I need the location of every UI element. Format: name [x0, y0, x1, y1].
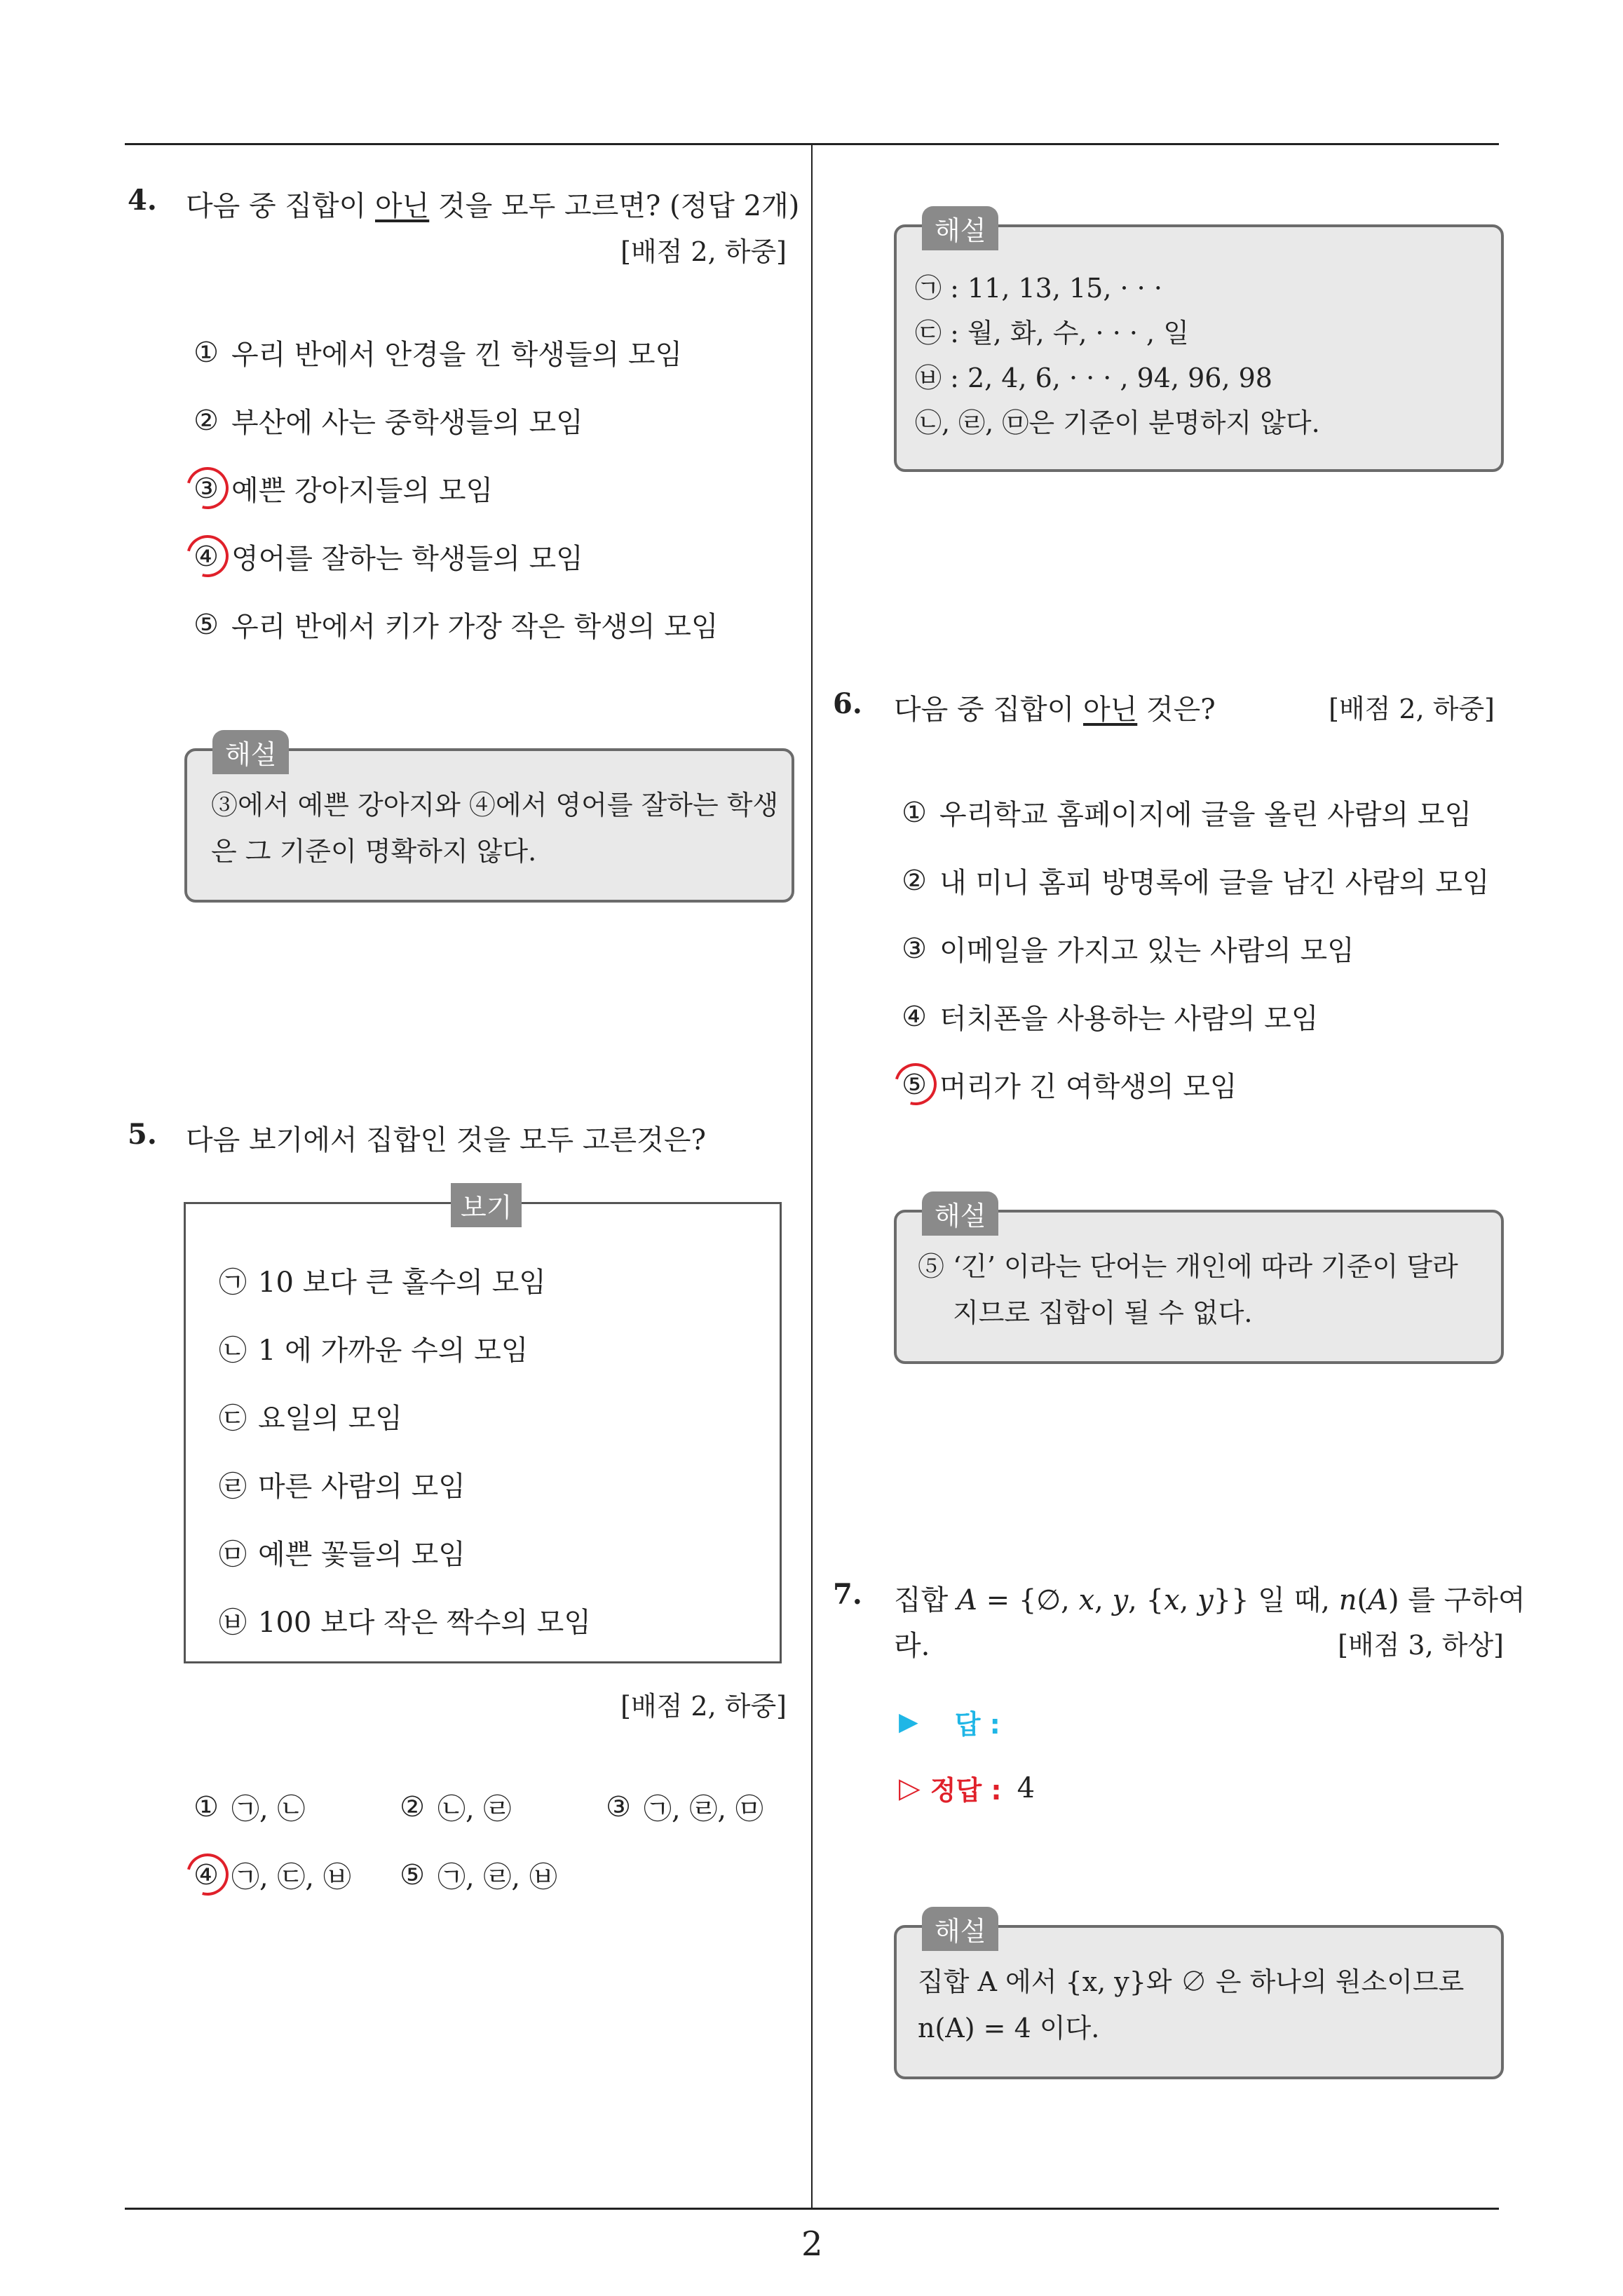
bogi-text: 1 에 가까운 수의 모임: [258, 1335, 529, 1367]
q6-text: [894, 687, 1216, 727]
bogi-text: 예쁜 꽃들의 모임: [258, 1539, 466, 1571]
q7-var: A: [957, 1584, 977, 1616]
option-mark: ②: [400, 1790, 425, 1823]
bogi-item: [217, 1600, 591, 1640]
option-mark-circled: ④: [191, 541, 222, 573]
q6-text-before: 다음 중 집합이: [894, 694, 1083, 726]
q7-var: y: [1112, 1584, 1129, 1616]
bogi-mark: ㉣: [219, 1471, 247, 1503]
q4-text-before: 다음 중 집합이: [186, 190, 375, 222]
option-text: 영어를 잘하는 학생들의 모임: [231, 543, 583, 575]
option-text: 우리 반에서 키가 가장 작은 학생의 모임: [231, 611, 719, 643]
correct-value: 4: [1017, 1771, 1035, 1804]
option-mark: ②: [902, 864, 927, 897]
option-text: ㉠, ㉣, ㉤: [644, 1793, 763, 1825]
q6-option-5[interactable]: [899, 1065, 1237, 1105]
q5-number: 5.: [128, 1118, 157, 1151]
bogi-mark: ㉢: [219, 1403, 247, 1435]
bogi-mark: ㉠: [219, 1267, 247, 1299]
bogi-tag: 보기: [451, 1183, 522, 1227]
q7-correct-row: [899, 1769, 1035, 1807]
solution-line: 지므로 집합이 될 수 없다.: [953, 1297, 1253, 1328]
solution-line: 집합 A 에서 {x, y}와 ∅ 은 하나의 원소이므로: [918, 1966, 1465, 1997]
q7-score: [배점 3, 하상]: [1338, 1630, 1504, 1661]
q7-var: y: [1197, 1584, 1214, 1616]
option-mark-circled: ④: [191, 1859, 222, 1891]
bogi-text: 요일의 모임: [258, 1403, 402, 1435]
bogi-mark: ㉤: [219, 1539, 247, 1571]
q7-t: ,: [1179, 1584, 1198, 1616]
q5-option-4[interactable]: [191, 1855, 351, 1895]
option-mark: ①: [193, 1790, 219, 1823]
q7-var: x: [1164, 1584, 1180, 1616]
play-arrow-filled-icon: ▶: [899, 1708, 918, 1736]
option-text: 우리 반에서 안경을 낀 학생들의 모임: [231, 339, 683, 371]
bogi-item: [217, 1464, 466, 1504]
option-text: ㉠, ㉢, ㉥: [231, 1861, 351, 1893]
solution-line: ㉥ : 2, 4, 6, · · · , 94, 96, 98: [915, 363, 1272, 393]
option-mark: ②: [193, 404, 219, 437]
solution-line: ㉡, ㉣, ㉤은 기준이 분명하지 않다.: [915, 407, 1320, 438]
option-mark: ③: [902, 932, 927, 965]
q5-bogi-box: [184, 1192, 782, 1663]
option-text: 부산에 사는 중학생들의 모임: [231, 407, 583, 439]
option-mark: ③: [606, 1790, 631, 1823]
page-number: 2: [801, 2224, 823, 2264]
solution-line: ⑤ ‘긴’ 이라는 단어는 개인에 따라 기준이 달라: [918, 1251, 1458, 1282]
q4-score: [배점 2, 하중]: [620, 236, 787, 267]
q7-t: (: [1357, 1584, 1369, 1616]
column-divider: [811, 143, 813, 2209]
q4-option-1[interactable]: [191, 332, 682, 372]
q5-option-3[interactable]: [603, 1787, 763, 1827]
correct-label: 정답 :: [930, 1775, 1002, 1806]
q4-option-5[interactable]: [191, 605, 719, 644]
q7-text-line2: 라.: [894, 1630, 930, 1662]
bottom-rule: [125, 2208, 1499, 2210]
q7-answer-row[interactable]: [899, 1703, 1000, 1741]
q7-t: = {∅,: [977, 1584, 1079, 1616]
option-mark-circled: ⑤: [899, 1069, 930, 1101]
answer-label: 답 :: [954, 1709, 1000, 1740]
q7-t: ) 를 구하여: [1387, 1584, 1526, 1616]
q4-option-4[interactable]: [191, 536, 583, 576]
option-mark-circled: ③: [191, 473, 222, 505]
bogi-mark: ㉥: [219, 1607, 247, 1639]
q4-option-2[interactable]: [191, 400, 583, 440]
option-text: 예쁜 강아지들의 모임: [231, 475, 494, 507]
q6-option-2[interactable]: [899, 860, 1490, 900]
q4-number: 4.: [128, 184, 157, 217]
bogi-item: [217, 1396, 402, 1436]
q6-text-underlined: 아닌: [1082, 694, 1138, 726]
q7-solution-box: [894, 1916, 1504, 2079]
q4-solution-box: [184, 739, 794, 903]
top-solution-box: [894, 215, 1504, 472]
bogi-text: 100 보다 작은 짝수의 모임: [258, 1607, 591, 1639]
option-text: 머리가 긴 여학생의 모임: [939, 1071, 1237, 1103]
solution-line: n(A) = 4 이다.: [918, 2013, 1100, 2044]
q5-text: 다음 보기에서 집합인 것을 모두 고른것은?: [186, 1124, 706, 1156]
solution-line: ③에서 예쁜 강아지와 ④에서 영어를 잘하는 학생: [211, 790, 779, 821]
q5-score: [배점 2, 하중]: [620, 1691, 787, 1722]
bogi-mark: ㉡: [219, 1335, 247, 1367]
solution-tag: 해설: [922, 1907, 998, 1951]
q6-option-4[interactable]: [899, 997, 1318, 1036]
q4-text-underlined: 아닌: [374, 190, 430, 222]
q7-var: A: [1368, 1584, 1388, 1616]
option-text: ㉠, ㉡: [231, 1793, 306, 1825]
q7-t: ,: [1094, 1584, 1113, 1616]
q5-option-1[interactable]: [191, 1787, 305, 1827]
q4-text-after: 것을 모두 고르면? (정답 2개): [429, 190, 800, 222]
q6-score: [배점 2, 하중]: [1329, 694, 1495, 724]
q5-option-5[interactable]: [397, 1855, 557, 1895]
play-arrow-outline-icon: ▷: [899, 1771, 921, 1804]
q6-option-3[interactable]: [899, 928, 1354, 968]
option-mark: ⑤: [193, 608, 219, 641]
solution-tag: 해설: [922, 1191, 998, 1236]
q6-text-after: 것은?: [1137, 694, 1216, 726]
q4-option-3[interactable]: [191, 468, 493, 508]
bogi-text: 10 보다 큰 홀수의 모임: [258, 1267, 546, 1299]
option-mark: ⑤: [400, 1858, 425, 1891]
q6-number: 6.: [833, 687, 862, 720]
solution-line: ㉢ : 월, 화, 수, · · · , 일: [915, 318, 1189, 349]
q7-t: 집합: [894, 1584, 957, 1616]
solution-line: ㉠ : 11, 13, 15, · · ·: [915, 273, 1162, 304]
bogi-item: [217, 1328, 528, 1368]
q4-text: [186, 184, 799, 224]
q6-option-1[interactable]: [899, 792, 1472, 832]
bogi-item: [217, 1260, 546, 1300]
q5-option-2[interactable]: [397, 1787, 511, 1827]
q7-t: }} 일 때,: [1213, 1584, 1339, 1616]
option-mark: ①: [193, 336, 219, 369]
solution-tag: 해설: [922, 206, 998, 250]
option-mark: ④: [902, 1000, 927, 1033]
option-text: 터치폰을 사용하는 사람의 모임: [939, 1003, 1319, 1035]
option-text: ㉠, ㉣, ㉥: [437, 1861, 557, 1893]
option-text: ㉡, ㉣: [437, 1793, 512, 1825]
option-mark: ①: [902, 796, 927, 829]
option-text: 이메일을 가지고 있는 사람의 모임: [939, 935, 1354, 967]
q7-t: , {: [1128, 1584, 1164, 1616]
q7-number: 7.: [833, 1578, 862, 1611]
q6-solution-box: [894, 1201, 1504, 1364]
option-text: 내 미니 홈피 방명록에 글을 남긴 사람의 모임: [939, 867, 1490, 899]
q7-var: x: [1078, 1584, 1095, 1616]
option-text: 우리학교 홈페이지에 글을 올린 사람의 모임: [939, 799, 1472, 831]
solution-line: 은 그 기준이 명확하지 않다.: [211, 836, 537, 867]
bogi-item: [217, 1532, 466, 1572]
q7-text-line1: [894, 1578, 1526, 1618]
bogi-text: 마른 사람의 모임: [258, 1471, 466, 1503]
solution-tag: 해설: [212, 730, 289, 774]
q7-var: n: [1338, 1584, 1357, 1616]
